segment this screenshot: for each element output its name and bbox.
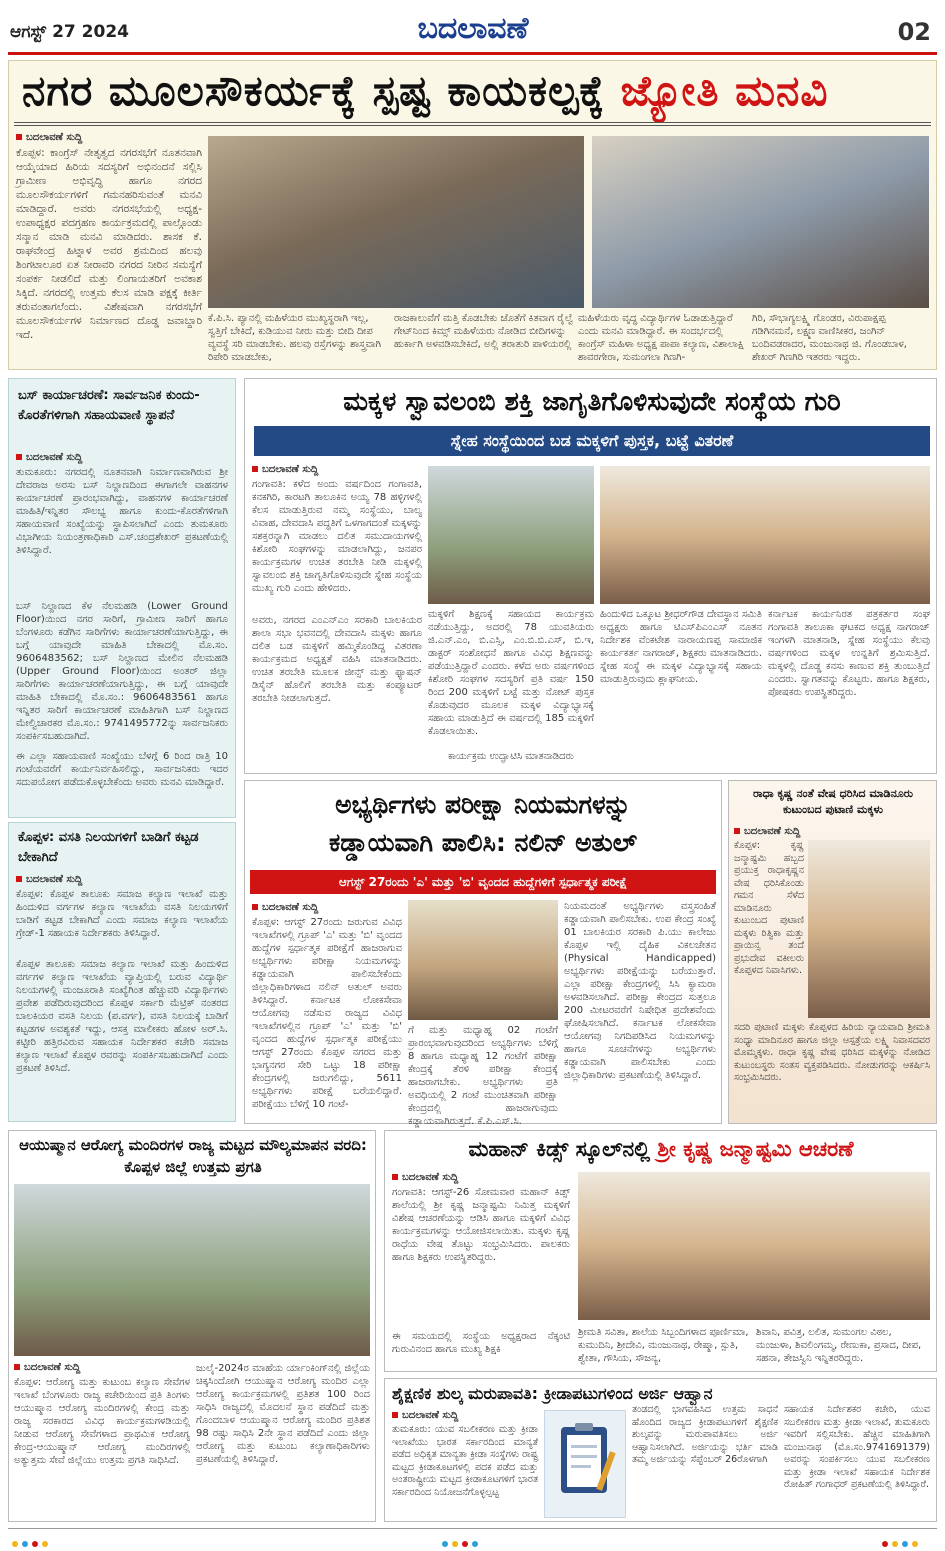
kids-headline-accent: ಶ್ರೀ ಕೃಷ್ಣ ಜನ್ಮಾಷ್ಟಮಿ ಆಚರಣೆ: [657, 1137, 854, 1161]
lead-headline-accent: ಜ್ಯೋತಿ ಮನವಿ: [620, 66, 829, 115]
ayush-byline: ಬದಲಾವಣೆ ಸುದ್ದಿ: [14, 1362, 80, 1373]
kids-caption-1: ಶ್ರೀಮತಿ ಸವಿತಾ, ಶಾಲೆಯ ಸಿಬ್ಬಂದಿಗಳಾದ ಪೂರ್ಣಿಮಾ, ಕುಮುದಿನಿ, ಶ್ರೀದೇವಿ, ಮಂಜುನಾಥ, ರೇಷ್ಮಾ, ಸ್ಪುತಿ, ಶ್ವೇತಾ, ಗೌಸಿಯ, ಸೌಜನ್ಯ,: [578, 1327, 749, 1364]
sneha-body-col1: ಗಂಗಾವತಿ: ಕಳೆದ ಅಂದು ವರ್ಷದಿಂದ ಗಂಗಾವತಿ, ಕನಕಗಿರಿ, ಕಾರಟಗಿ ತಾಲೂಕಿನ ಅಯ್ಯ 78 ಹಳ್ಳಿಗಳಲ್ಲಿ ಕೆಲಸ ಮಾಡುತ್ತಿರುವ ನಮ್ಮ ಸಂಸ್ಥೆಯು, ಬಾಲ್ಯ ವಿವಾಹ, ದೇವದಾಸಿ ಪದ್ಧತಿಗೆ ಒಳಗಾಗದಂತೆ ಮಕ್ಕಳನ್ನು ಸಶಕ್ತರನ್ನಾಗಿ ಮಾಡಲು ದಲಿತ ಸಮುದಾಯಗಳಲ್ಲಿ ಕಿಶೋರಿ ಸಂಘಗಳನ್ನು ಮಾಡಲಾಗಿದ್ದು, ಜನಪರ ಕಾರ್ಯಕ್ರಮಗಳ ಉಚಿತ ತರಬೇತಿ ನೀಡಿ ಮಕ್ಕಳಲ್ಲಿ ಸ್ವಾವಲಂಬಿ ಶಕ್ತಿ ಜಾಗೃತಿಗೊಳಿಸುವುದೇ ಸ್ನೇಹ ಸಂಸ್ಥೆಯ ಮುಖ್ಯ ಗುರಿ ಎಂದು ಹೇಳಿದರು.: [252, 479, 422, 594]
sneha-byline: ಬದಲಾವಣೆ ಸುದ್ದಿ: [252, 464, 318, 475]
masthead-logo: ಬದಲಾವಣೆ: [417, 11, 529, 46]
kids-headline-main: ಮಹಾನ್ ಕಿಡ್ಸ್ ಸ್ಕೂಲ್‌ನಲ್ಲಿ: [468, 1137, 651, 1161]
exam-byline: ಬದಲಾವಣೆ ಸುದ್ದಿ: [252, 902, 318, 913]
ayush-body-col2: ಜುಲೈ-2024ರ ಮಾಹೆಯ ರ್ಯಾಂಕಿಂಗ್‌ನಲ್ಲಿ ಜಿಲ್ಲೆಯ ಚಿಕ್ಕಸಿಂದೋಗಿ ಆಯುಷ್ಮಾನ ಆರೋಗ್ಯ ಮಂದಿರ ಎಲ್ಲಾ ಆರೋಗ್ಯ ಕಾರ್ಯಕ್ರಮಗಳಲ್ಲಿ ಪ್ರತಿಶತ 100 ರಿಂದ ಸಾಧಿಸಿ ರಾಜ್ಯದಲ್ಲಿ ಮೊದಲನೆ ಸ್ಥಾನ ಪಡೆದಿದೆ ಮತ್ತು ಗೊಂದಬಾಳ ಆಯುಷ್ಮಾನ ಆರೋಗ್ಯ ಮಂದಿರ ಪ್ರತಿಶತ 98 ರಷ್ಟು ಸಾಧಿಸಿ 2ನೇ ಸ್ಥಾನ ಪಡೆದಿದೆ ಎಂದು ಜಿಲ್ಲಾ ಆರೋಗ್ಯ ಮತ್ತು ಕುಟುಂಬ ಕಲ್ಯಾಣಾಧಿಕಾರಿಗಳು ಪ್ರಕಟಣೆಯಲ್ಲಿ ತಿಳಿಸಿದ್ದಾರೆ.: [196, 1363, 370, 1465]
footer-rule: [8, 1528, 937, 1529]
lead-headline-main: ನಗರ ಮೂಲಸೌಕರ್ಯಕ್ಕೆ ಸ್ಪಷ್ಟ ಕಾಯಕಲ್ಪಕ್ಕೆ: [22, 66, 605, 115]
lead-caption-1: ಕೆ.ಪಿ.ಸಿ. ಪ್ಯಾನಲ್ಲಿ ಮಹಿಳೆಯರ ಮುಖ್ಯಸ್ಥರಾಗಿ ಇಲ್ಲ, ಸ್ವತ್ತಿಗೆ ಬೇಕಿದೆ, ಕುಡಿಯುವ ನೀರು ಮತ್ತು ಬೀದಿ ದೀಪ ವ್ಯವಸ್ಥೆ ಸರಿ ಮಾಡಬೇಕು. ಹಲವು ರಸ್ತೆಗಳನ್ನು ಶಾಸ್ತ್ರವಾಗಿ ರಿಪೇರಿ ಮಾಡಬೇಕು,: [208, 313, 382, 363]
bus-body-1: ತುಮಕೂರು: ನಗರದಲ್ಲಿ ನೂತನವಾಗಿ ನಿರ್ಮಾಣವಾಗಿರುವ ಶ್ರೀ ದೇವರಾಜ ಅರಸು ಬಸ್ ನಿಲ್ದಾಣದಿಂದ ಈಗಾಗಲೇ ವಾಹನಗಳ ಕಾರ್ಯಾಚರಣೆ ಪ್ರಾರಂಭವಾಗಿದ್ದು, ವಾಹನಗಳ ಕಾರ್ಯಾಚರಣೆ ಮಾಹಿತಿ/ಇನ್ನಿತರ ಸೌಲಭ್ಯ ಹಾಗೂ ಕುಂದು-ಕೊರತೆಗಳಿಗಾಗಿ ಸಹಾಯವಾಣಿ ಸಂಖ್ಯೆಯನ್ನು ಸ್ಥಾಪಿಸಲಾಗಿದೆ ಎಂದು ತುಮಕೂರು ವಿಭಾಗೀಯ ನಿಯಂತ್ರಣಾಧಿಕಾರಿ ಎಸ್.ಚಂದ್ರಶೇಖರ್ ಪ್ರಕಟಣೆಯಲ್ಲಿ ತಿಳಿಸಿದ್ದಾರೆ.: [16, 467, 228, 556]
krishna-headline: ರಾಧಾ ಕೃಷ್ಣ ನಂತೆ ವೇಷ ಧರಿಸಿದ ಮಾಡಿನೂರು ಕುಟುಂಬದ ಪುಟಾಣಿ ಮಕ್ಕಳು: [752, 787, 914, 816]
hostel-headline: ಕೊಪ್ಪಳ: ವಸತಿ ನಿಲಯಗಳಿಗೆ ಬಾಡಿಗೆ ಕಟ್ಟಡ ಬೇಕಾಗಿದೆ: [18, 830, 199, 865]
hostel-body-2: ಕೊಪ್ಪಳ ತಾಲೂಕು ಸಮಾಜ ಕಲ್ಯಾಣ ಇಲಾಖೆ ಮತ್ತು ಹಿಂದುಳಿದ ವರ್ಗಗಳ ಕಲ್ಯಾಣ ಇಲಾಖೆಯ ವ್ಯಾಪ್ತಿಯಲ್ಲಿ ಬರುವ ವಿದ್ಯಾರ್ಥಿ ನಿಲಯಗಳಲ್ಲಿ ಮಂಜೂರಾತಿ ಸಂಖ್ಯೆಗಿಂತ ಹೆಚ್ಚುವರಿ ವಿದ್ಯಾರ್ಥಿಗಳು ಪ್ರವೇಶ ಪಡೆದಿರುವುದರಿಂದ ಕೊಪ್ಪಳ ಸರ್ಕಾರಿ ಮೆಟ್ರಿಕ್ ನಂತರದ ಬಾಲಕಿಯರ ವಸತಿ ನಿಲಯ (ಪ.ವರ್ಗ), ವಸತಿ ನಿಲಯಕ್ಕೆ ಬಾಡಿಗೆ ಕಟ್ಟಡಗಳ ಅವಶ್ಯಕತೆ ಇದ್ದು, ಆಸಕ್ತ ಮಾಲೀಕರು ಹೋಳ ಅರ್.ಸಿ. ಕಟ್ಟೀರಿ ಹತ್ತಿರವಿರುವ ಸಹಾಯಕ ನಿರ್ದೇಶಕರ ಕಚೇರಿ ಸಮಾಜ ಕಲ್ಯಾಣ ಇಲಾಖೆ ಕೊಪ್ಪಳ ರವರನ್ನು ಸಂಪರ್ಕಿಸಬಹುದಾಗಿದೆ ಎಂದು ಪ್ರಕಟಣೆ ತಿಳಿಸಿದೆ.: [16, 959, 228, 1074]
hostel-body-1: ಕೊಪ್ಪಳ: ಕೊಪ್ಪಳ ತಾಲೂಕು ಸಮಾಜ ಕಲ್ಯಾಣ ಇಲಾಖೆ ಮತ್ತು ಹಿಂದುಳಿದ ವರ್ಗಗಳ ಕಲ್ಯಾಣ ಇಲಾಖೆಯ ವಸತಿ ನಿಲಯಗಳಿಗೆ ಬಾಡಿಗೆ ಕಟ್ಟಡ ಬೇಕಾಗಿದೆ ಎಂದು ಸಮಾಜ ಕಲ್ಯಾಣ ಇಲಾಖೆಯ ಗ್ರೇಡ್-1 ಸಹಾಯಕ ನಿರ್ದೇಶಕರು ತಿಳಿಸಿದ್ದಾರೆ.: [16, 889, 228, 939]
lead-headline: [22, 62, 922, 120]
sports-headline: ಶೈಕ್ಷಣಿಕ ಶುಲ್ಕ ಮರುಪಾವತಿ: ಕ್ರೀಡಾಪಟುಗಳಿಂದ ಅರ್ಜಿ ಆಹ್ವಾನ: [392, 1384, 713, 1403]
krishna-body-1: ಕೊಪ್ಪಳ: ಕೃಷ್ಣ ಜನ್ಮಾಷ್ಟಮಿ ಹಬ್ಬದ ಪ್ರಯುಕ್ತ ರಾಧಾಕೃಷ್ಣನ ವೇಷ ಧರಿಸಿಕೊಂಡು ಗಮನ ಸೆಳೆದ ಮಾಡಿನೂರು ಕುಟುಂಬದ ಪುಟಾಣಿ ಮಕ್ಕಳು ರಿತ್ವಿಕಾ ಮತ್ತು ಪ್ರಾಯಿನ್ಸ ತಂದೆ ಪ್ರಭುದೇವ ವಕೀಲರು ಕೊಪ್ಪಳದ ನಿವಾಸಿಗಳು.: [734, 840, 804, 976]
exam-photo-dc: [408, 900, 558, 1020]
sports-body-col2: ತಂಡದಲ್ಲಿ ಭಾಗವಹಿಸಿದ ಉತ್ತಮ ಸಾಧನೆ ಹೊಂದಿದ ರಾಜ್ಯದ ಕ್ರೀಡಾಪಟುಗಳಿಗೆ ಶೈಕ್ಷಣಿಕ ಶುಲ್ಕವನ್ನು ಮರುಪಾವತಿಸಲು ಅರ್ಜಿ ಆಹ್ವಾನಿಸಲಾಗಿದೆ. ಅರ್ಜಿಯನ್ನು ಭರ್ತಿ ಮಾಡಿ ತಮ್ಮ ಅರ್ಜಿಯನ್ನು ಸೆಪ್ಟೆಂಬರ್ 26ರೊಳಗಾಗಿ: [632, 1404, 778, 1465]
sneha-body-col4: ಕರ್ನಾಟಕ ಕಾರ್ಯನಿರತ ಪತ್ರಕರ್ತರ ಸಂಘ ಗಂಗಾವತಿ ತಾಲೂಕಾ ಘಟಕದ ಅಧ್ಯಕ್ಷ ನಾಗರಾಜ್ ಇಂಗಳಗಿ ಮಾತನಾಡಿ, ಸ್ನೇಹ ಸಂಸ್ಥೆಯು ಕೆಲವು ವರ್ಷಗಳಿಂದ ಮಕ್ಕಳ ಉನ್ನತಿಗೆ ಶ್ರಮಿಸುತ್ತಿದೆ. ಮಕ್ಕಳಲ್ಲಿ ದೊಡ್ಡ ಕನಸು ಕಾಣುವ ಶಕ್ತಿ ತುಂಬುತ್ತಿದೆ ಎಂದರು. ಸ್ವಾಗತವನ್ನು ಕೊಟ್ಟರು. ಹಾಗೂ ಶಿಕ್ಷಕರು, ಪೋಷಕರು ಉಪಸ್ಥಿತರಿದ್ದರು.: [768, 609, 930, 698]
exam-body-col1: ಕೊಪ್ಪಳ: ಆಗಸ್ಟ್ 27ರಂದು ಜರುಗುವ ವಿವಿಧ ಇಲಾಖೆಗಳಲ್ಲಿ ಗ್ರೂಪ್ 'ಎ' ಮತ್ತು 'ಬಿ' ವೃಂದದ ಹುದ್ದೆಗಳ ಸ್ಪರ್ಧಾತ್ಮಕ ಪರೀಕ್ಷೆಗೆ ಹಾಜರಾಗುವ ಅಭ್ಯರ್ಥಿಗಳು ಪರೀಕ್ಷಾ ನಿಯಮಗಳನ್ನು ಕಡ್ಡಾಯವಾಗಿ ಪಾಲಿಸಬೇಕೆಂದು ಜಿಲ್ಲಾಧಿಕಾರಿಗಳಾದ ನಲಿನ್ ಅತುಲ್ ಅವರು ತಿಳಿಸಿದ್ದಾರೆ. ಕರ್ನಾಟಕ ಲೋಕಸೇವಾ ಆಯೋಗವು ನಡೆಸುವ ರಾಜ್ಯದ ವಿವಿಧ ಇಲಾಖೆಗಳಲ್ಲಿನ ಗ್ರೂಪ್ 'ಎ' ಮತ್ತು 'ಬಿ' ವೃಂದದ ಹುದ್ದೆಗಳ ಸ್ಪರ್ಧಾತ್ಮಕ ಪರೀಕ್ಷೆಯು ಆಗಸ್ಟ್ 27ರಂದು ಕೊಪ್ಪಳ ನಗರದ ಮತ್ತು ಭಾಗ್ಯನಗರ ಸೇರಿ ಒಟ್ಟು 18 ಪರೀಕ್ಷಾ ಕೇಂದ್ರಗಳಲ್ಲಿ ಜರುಗಲಿದ್ದು, 5611 ಅಭ್ಯರ್ಥಿಗಳು ಪರೀಕ್ಷೆ ಬರೆಯಲಿದ್ದಾರೆ. ಪರೀಕ್ಷೆಯು ಬೆಳಿಗ್ಗೆ 10 ಗಂಟೆ-: [252, 917, 402, 1110]
exam-body-col2: ಗೆ ಮತ್ತು ಮಧ್ಯಾಹ್ನ 02 ಗಂಟೆಗೆ ಪ್ರಾರಂಭವಾಗುವುದರಿಂದ ಅಭ್ಯರ್ಥಿಗಳು ಬೆಳಿಗ್ಗೆ 8 ಹಾಗೂ ಮಧ್ಯಾಹ್ನ 12 ಗಂಟೆಗೆ ಪರೀಕ್ಷಾ ಕೇಂದ್ರಕ್ಕೆ ತೆರಳಿ ಪರೀಕ್ಷಾ ಕೇಂದ್ರಕ್ಕೆ ಹಾಜರಾಗಬೇಕು. ಅಭ್ಯರ್ಥಿಗಳು ಪ್ರತಿ ಅವಧಿಯಲ್ಲಿ 2 ಗಂಟೆ ಮುಂಚಿತವಾಗಿ ಪರೀಕ್ಷಾ ಕೇಂದ್ರದಲ್ಲಿ ಹಾಜರಾಗುವುದು ಕಡ್ಡಾಯವಾಗಿರುತ್ತದೆ. ಕೆ.ಪಿ.ಎಸ್.ಸಿ.: [408, 1025, 558, 1127]
header-rule: [8, 52, 937, 55]
ayush-photo: [14, 1184, 370, 1356]
exam-headline-2: ಕಡ್ಡಾಯವಾಗಿ ಪಾಲಿಸಿ: ನಲಿನ್ ಅತುಲ್: [328, 828, 638, 857]
issue-date: ಆಗಸ್ಟ್ 27 2024: [10, 22, 129, 42]
sneha-photo-2: [600, 466, 930, 604]
sneha-body-col2: ಮಕ್ಕಳಿಗೆ ಶಿಕ್ಷಣಕ್ಕೆ ಸಹಾಯದ ಕಾರ್ಯಕ್ರಮ ನಡೆಯುತ್ತಿದ್ದು, ಅದರಲ್ಲಿ 78 ಯುವತಿಯರು ಜಿ.ಎನ್.ಎಂ, ಬಿ.ಎಸ್ಸಿ, ಎಂ.ಬಿ.ಬಿ.ಎಸ್, ಬಿ.ಇ, ಡಾಕ್ಟರ್ ಸಂಶೋಧನೆ ಹಾಗೂ ವಿವಿಧ ಶಿಕ್ಷಣವನ್ನು ಪಡೆಯುತ್ತಿದ್ದಾರೆ ಎಂದರು. ಕಳೆದ ಅರು ವರ್ಷಗಳಿಂದ ಕಿಶೋರಿ ಸಂಘಗಳ ಸದಸ್ಯರಿಗೆ ಪ್ರತಿ ವರ್ಷ 150 ರಿಂದ 200 ಮಕ್ಕಳಿಗೆ ಬಟ್ಟೆ ಮತ್ತು ನೋಟ್ ಪುಸ್ತಕ ಕೊಡುವುದರ ಮೂಲಕ ಮಕ್ಕಳ ವಿದ್ಯಾಭ್ಯಾಸಕ್ಕೆ ಸಹಾಯ ಮಾಡುತ್ತಿದೆ ಈ ವರ್ಷದಲ್ಲಿ 185 ಮಕ್ಕಳಿಗೆ ಕೊಡಲಾಯಿತು.: [428, 609, 594, 737]
bus-body-3: ಈ ಎಲ್ಲಾ ಸಹಾಯವಾಣಿ ಸಂಖ್ಯೆಯು ಬೆಳಗ್ಗೆ 6 ರಿಂದ ರಾತ್ರಿ 10 ಗಂಟೆಯವರೆಗೆ ಕಾರ್ಯನಿರ್ವಹಿಸಲಿದ್ದು, ಸಾರ್ವಜನಿಕರು ಇದರ ಸದುಪಯೋಗ ಪಡೆದುಕೊಳ್ಳಬೇಕೆಂದು ಅವರು ಮನವಿ ಮಾಡಿದ್ದಾರೆ.: [16, 751, 228, 788]
exam-subhead-bar: ಆಗಸ್ಟ್ 27ರಂದು 'ಎ' ಮತ್ತು 'ಬಿ' ವೃಂದದ ಹುದ್ದೆಗಳಿಗೆ ಸ್ಪರ್ಧಾತ್ಮಕ ಪರೀಕ್ಷೆ: [250, 870, 716, 894]
sports-byline: ಬದಲಾವಣೆ ಸುದ್ದಿ: [392, 1410, 458, 1421]
sneha-photo-caption: ಕಾರ್ಯಕ್ರಮ ಉದ್ಘಾಟಿಸಿ ಮಾತನಾಡಿದರು: [448, 751, 574, 762]
kids-photo: [578, 1172, 930, 1320]
lead-photo-2: [592, 136, 929, 308]
sports-body-col3: ಸಹಾಯಕ ನಿರ್ದೇಶಕರ ಕಚೇರಿ, ಯುವ ಸಬಲೀಕರಣ ಮತ್ತು ಕ್ರೀಡಾ ಇಲಾಖೆ, ತುಮಕೂರು ಇವರಿಗೆ ಸಲ್ಲಿಸಬೇಕು. ಹೆಚ್ಚಿನ ಮಾಹಿತಿಗಾಗಿ ಮಂಜುನಾಥ (ಮೊ.ಸಂ.9741691379) ಅವರನ್ನು ಸಂಪರ್ಕಿಸಲು ಯುವ ಸಬಲೀಕರಣ ಮತ್ತು ಕ್ರೀಡಾ ಇಲಾಖೆ ಸಹಾಯಕ ನಿರ್ದೇಶಕ ರೋಹಿತ್ ಗಂಗಾಧರ್ ಪ್ರಕಟಣೆಯಲ್ಲಿ ತಿಳಿಸಿದ್ದಾರೆ.: [784, 1404, 930, 1490]
krishna-byline: ಬದಲಾವಣೆ ಸುದ್ದಿ: [734, 826, 800, 837]
lead-photo-1: [208, 136, 584, 308]
kids-caption-2: ಶಿವಾನಿ, ಪವಿತ್ರ, ಲಲಿತ, ಸುಮಂಗಲ ವಿಠಲ, ಮಂಜುಳಾ, ಶಿವಲಿಂಗಮ್ಮ, ರೇಣುಕಾ, ಪ್ರಸಾದ, ದೀಪ, ಸಹನಾ, ತೇಜಸ್ವಿನಿ ಇನ್ನಿತರರಿದ್ದರು.: [756, 1327, 922, 1364]
lead-caption-2: ರಾಜಕಾಲುವೆಗೆ ಮತ್ತಿ ಕೊಡಬೇಕು ಜೊತೆಗೆ ಕಿತವಾಗ ರೈಲ್ವೆ ಗೇಟ್‌ನಿಂದ ಕಿಮ್ಸ್ ಮಹಿಳೆಯರು ನೋಡಿದ ಬೀದಿಗಳನ್ನು ಹುರ್ಕಾಗಿ ಅಳವಡಿಸಬೇಕಿದೆ, ಅಲ್ಲಿ ತರಾತುರಿ ಪಾಳಿಯರಲ್ಲಿ: [394, 313, 574, 350]
ayush-body-col1: ಕೊಪ್ಪಳ: ಆರೋಗ್ಯ ಮತ್ತು ಕುಟುಂಬ ಕಲ್ಯಾಣ ಸೇವೆಗಳ ಇಲಾಖೆ ಬೆಂಗಳೂರು ರಾಜ್ಯ ಕಚೇರಿಯಿಂದ ಪ್ರತಿ ತಿಂಗಳು ಆಯುಷ್ಮಾನ ಆರೋಗ್ಯ ಮಂದಿರಗಳಲ್ಲಿ ಕೇಂದ್ರ ಮತ್ತು ರಾಜ್ಯ ಸರಕಾರದ ವಿವಿಧ ಕಾರ್ಯಕ್ರಮಗಳಡಿಯಲ್ಲಿ ನೀಡುವ ಆರೋಗ್ಯ ಸೇವೆಗಳಾದ ಪ್ರಾಥಮಿಕ ಆರೋಗ್ಯ ಕೇಂದ್ರ-ಆಯುಷ್ಮಾನ್ ಆರೋಗ್ಯ ಮಂದಿರಗಳಲ್ಲಿ ಅತ್ಯುತ್ತಮ ಸೇವೆ ಜಿಲ್ಲೆಯು ಉತ್ತಮ ಪ್ರಗತಿ ಸಾಧಿಸಿದೆ.: [14, 1377, 190, 1466]
ayush-headline: ಆಯುಷ್ಮಾನ ಆರೋಗ್ಯ ಮಂದಿರಗಳ ರಾಜ್ಯ ಮಟ್ಟದ ಮೌಲ್ಯಮಾಪನ ವರದಿ: ಕೊಪ್ಪಳ ಜಿಲ್ಲೆ ಉತ್ತಮ ಪ್ರಗತಿ: [19, 1136, 367, 1176]
exam-headline-1: ಅಭ್ಯರ್ಥಿಗಳು ಪರೀಕ್ಷಾ ನಿಯಮಗಳನ್ನು: [335, 790, 631, 819]
lead-caption-4: ಗಿರಿ, ಸೌಭಾಗ್ಯಲಕ್ಷ್ಮಿ ಗೊಂಡರ, ವಿರುಪಾಕ್ಷಪ್ಪ ಗಡಿಗಿನಮನೆ, ಲಕ್ಷ್ಮಣ ವಾಣಿಸೀಕರ, ಜಂಗಿನ್ ಬಂದಿವಡರಾದರ, ಮಂಜುನಾಥ ಜಿ. ಗೊಂಡಬಾಳ, ಶೇಖರ್ ಗಿಣಗಿರಿ ಇತರರು ಇದ್ದರು.: [752, 313, 907, 363]
sneha-photo-1: [428, 466, 594, 604]
bus-headline: ಬಸ್ ಕಾರ್ಯಾಚರಣೆ: ಸಾರ್ವಜನಿಕ ಕುಂದು-ಕೊರತೆಗಳಿಗಾಗಿ ಸಹಾಯವಾಣಿ ಸ್ಥಾಪನೆ: [18, 388, 200, 423]
bus-body-2: ಬಸ್ ನಿಲ್ದಾಣದ ಕೆಳ ನೆಲಮಹಡಿ (Lower Ground Floor)ಯಿಂದ ನಗರ ಸಾರಿಗೆ, ಗ್ರಾಮೀಣ ಸಾರಿಗೆ ಹಾಗೂ ಬೆಂಗಳೂರು ಕಡೆಗಿನ ಸಾರಿಗೆಗಳು ಕಾರ್ಯಾಚರಣೆಯಾಗುತ್ತಿದ್ದು, ಈ ಬಗ್ಗೆ ಯಾವುದೇ ಮಾಹಿತಿ ಬೇಕಾದಲ್ಲಿ ಮೊ.ಸಂ. 9606483562; ಬಸ್ ನಿಲ್ದಾಣದ ಮೇಲಿನ ನೆಲಮಹಡಿ (Upper Ground Floor)ಯಿಂದ ಅಂತರ್ ಜಿಲ್ಲಾ ಸಾರಿಗೆಗಳು ಕಾರ್ಯಾಚರಣೆಯಾಗುತ್ತಿದ್ದು, ಈ ಬಗ್ಗೆ ಯಾವುದೇ ಮಾಹಿತಿ ಬೇಕಾದಲ್ಲಿ ಮೊ.ಸಂ.: 9606483561 ಹಾಗೂ ಇನ್ನಿತರ ಸಾರಿಗೆ ಕಾರ್ಯಾಚರಣೆ ಮಾಹಿತಿಗಾಗಿ ಬಸ್ ನಿಲ್ದಾಣದ ಮೇಲ್ವಿಚಾರಕರ ಮೊ.ಸಂ.: 9741495772ನ್ನು ಸಾರ್ವಜನಿಕರು ಸಂಪರ್ಕಿಸಬಹುದಾಗಿದೆ.: [16, 601, 228, 742]
sports-body-col1: ತುಮಕೂರು: ಯುವ ಸಬಲೀಕರಣ ಮತ್ತು ಕ್ರೀಡಾ ಇಲಾಖೆಯು ಭಾರತ ಸರ್ಕಾರದಿಂದ ಮಾನ್ಯತೆ ಪಡೆದ ಅಧಿಕೃತ ಮಾನ್ಯತಾ ಕ್ರೀಡಾ ಸಂಸ್ಥೆಗಳು ರಾಷ್ಟ್ರ ಮಟ್ಟದ ಕ್ರೀಡಾಕೂಟಗಳಲ್ಲಿ ಪದಕ ಪಡೆದ ಮತ್ತು ಅಂತರಾಷ್ಟ್ರೀಯ ಮಟ್ಟದ ಕ್ರೀಡಾಕೂಟಗಳಿಗೆ ಭಾರತ ಸರ್ಕಾರದಿಂದ ನಿಯೋಜನೆಗೊಳ್ಳಲ್ಪಟ್ಟ: [392, 1424, 538, 1498]
hostel-byline: ಬದಲಾವಣೆ ಸುದ್ದಿ: [16, 874, 82, 885]
exam-body-col3: ನಿಯಮದಂತೆ ಅಭ್ಯರ್ಥಿಗಳು ವಸ್ತ್ರಸಂಹಿತೆ ಕಡ್ಡಾಯವಾಗಿ ಪಾಲಿಸಬೇಕು. ಉಪ ಕೇಂದ್ರ ಸಂಖ್ಯೆ 01 ಬಾಲಕಿಯರ ಸರಕಾರಿ ಪಿ.ಯು ಕಾಲೇಜು ಕೊಪ್ಪಳ ಇಲ್ಲಿ ದೈಹಿಕ ವಿಕಲಚೇತನ (Physical Handicapped) ಅಭ್ಯರ್ಥಿಗಳು ಪರೀಕ್ಷೆಯನ್ನು ಬರೆಯುತ್ತಾರೆ. ಎಲ್ಲಾ ಪರೀಕ್ಷಾ ಕೇಂದ್ರಗಳಲ್ಲಿ ಸಿಸಿ ಕ್ಯಾಮರಾ ಅಳವಡಿಸಲಾಗಿದೆ. ಪರೀಕ್ಷಾ ಕೇಂದ್ರದ ಸುತ್ತಲೂ 200 ಮೀಟರವರೆಗೆ ನಿಷೇಧಿತ ಪ್ರದೇಶವೆಂದು ಘೋಷಿಸಲಾಗಿದೆ. ಕರ್ನಾಟಕ ಲೋಕಸೇವಾ ಆಯೋಗವು ನಿಗದಿಪಡಿಸಿದ ನಿಯಮಗಳನ್ನು ಹಾಗೂ ಸೂಚನೆಗಳನ್ನು ಅಭ್ಯರ್ಥಿಗಳು ಕಡ್ಡಾಯವಾಗಿ ಪಾಲಿಸಬೇಕು ಎಂದು ಜಿಲ್ಲಾಧಿಕಾರಿಗಳು ಪ್ರಕಟಣೆಯಲ್ಲಿ ತಿಳಿಸಿದ್ದಾರೆ.: [564, 901, 716, 1081]
lead-body: ಕೊಪ್ಪಳ: ಕಾಂಗ್ರೆಸ್ ನೇತೃತ್ವದ ನಗರಸಭೆಗೆ ನೂತನವಾಗಿ ಆಯ್ಕೆಯಾದ ಹಿರಿಯ ಸದಸ್ಯರಿಗೆ ಅಭಿನಂದನೆ ಸಲ್ಲಿಸಿ ಗ್ರಾಮೀಣ ಅಭಿವೃದ್ಧಿ ಹಾಗೂ ನಗರದ ಮೂಲಸೌಕರ್ಯಗಳಿಗೆ ಗಮನಹರಿಸುವಂತೆ ಮನವಿ ಮಾಡಿದ್ದಾರೆ. ಅವರು ನಗರಸಭೆಯಲ್ಲಿ ಅಧ್ಯಕ್ಷ-ಉಪಾಧ್ಯಕ್ಷರ ಪದಗ್ರಹಣ ಕಾರ್ಯಕ್ರಮದಲ್ಲಿ ಪಾಲ್ಗೊಂಡು ಸನ್ಮಾನ ಮಾಡಿ ಮನವಿ ಮಾಡಿದರು. ಶಾಸಕ ಕೆ. ರಾಘವೇಂದ್ರ ಹಿಟ್ನಾಳ ಅವರ ಶ್ರಮದಿಂದ ಹಲವು ಶಿಂಗಟಾಲೂರ ಏತ ನೀರಾವರಿ ನಗರದ ನೀರಿನ ಸಮಸ್ಯೆಗೆ ಸಂಪರ್ಕ ನೀಡಲಿದೆ ಮತ್ತು ಲಿಂಗಾಯತರಿಗೆ ಅವಕಾಶ ಸಿಕ್ಕಿದೆ. ನಗರದಲ್ಲಿ ಉತ್ತಮ ಕೆಲಸ ಮಾಡಿ ಪಕ್ಷಕ್ಕೆ ಕೀರ್ತಿ ತರುವಂತಾಗಲೆಂದು. ವಿಶೇಷವಾಗಿ ನಗರಸಭೆಗೆ ಮೂಲಸೌಕರ್ಯಗಳ ನಿರ್ಮಾಣದ ದೊಡ್ಡ ಜವಾಬ್ದಾರಿ ಇದೆ.: [16, 147, 202, 341]
page-number: 02: [897, 18, 931, 46]
sneha-headline: ಮಕ್ಕಳ ಸ್ವಾವಲಂಬಿ ಶಕ್ತಿ ಜಾಗೃತಿಗೊಳಿಸುವುದೇ ಸಂಸ್ಥೆಯ ಗುರಿ: [343, 387, 841, 417]
kids-body-2: ಈ ಸಮಯದಲ್ಲಿ ಸಂಸ್ಥೆಯ ಅಧ್ಯಕ್ಷರಾದ ನೆಕ್ಕಂಟಿ ಗುರುವಿನಂದ ಹಾಗೂ ಮುಖ್ಯ ಶಿಕ್ಷಕಿ: [392, 1331, 570, 1355]
krishna-photo: [808, 840, 930, 1018]
krishna-body-2: ಸದರಿ ಪುಟಾಣಿ ಮಕ್ಕಳು ಕೊಪ್ಪಳದ ಹಿರಿಯ ನ್ಯಾಯವಾದಿ ಶ್ರೀಮತಿ ಸಂಧ್ಯಾ ಮಾದಿನೂರ ಹಾಗೂ ಜಿಲ್ಲಾ ಆಸ್ಪತ್ರೆಯ ಲಕ್ಷ್ಮಿ ನಿವಾಸದವರ ಮೊಮ್ಮಕ್ಕಳು. ರಾಧಾ ಕೃಷ್ಣ ವೇಷ ಧರಿಸಿದ ಮಕ್ಕಳನ್ನು ನೋಡಿದ ಕುಟುಂಬಸ್ಥರು ಸಂತಸ ವ್ಯಕ್ತಪಡಿಸಿದರು. ನೋಡುಗರನ್ನು ಆಕರ್ಷಿಸಿ ಸಂಭ್ರಮಿಸಿದರು.: [734, 1022, 930, 1083]
lead-rule: [14, 122, 931, 126]
kids-headline: [390, 1132, 932, 1166]
bus-byline: ಬದಲಾವಣೆ ಸುದ್ದಿ: [16, 452, 82, 463]
lead-caption-3: ಮಹಿಳೆಯರು ವೃದ್ಧ ವಿದ್ಯಾರ್ಥಿಗಳ ಓಡಾಡುತ್ತಿದ್ದಾರೆ ಎಂದು ಮನವಿ ಮಾಡಿದ್ದಾರೆ. ಈ ಸಂದರ್ಭದಲ್ಲಿ ಕಾಂಗ್ರೆಸ್ ಮಹಿಳಾ ಅಧ್ಯಕ್ಷ ಪಾಪಾ ಕಲ್ಯಾಣ, ವಿಶಾಲಾಕ್ಷಿ ಶಾವರಗೇರಾ, ಸುಮಂಗಲಾ ಗಿಣಗಿ-: [578, 313, 745, 363]
lead-byline: ಬದಲಾವಣೆ ಸುದ್ದಿ: [16, 132, 82, 143]
sneha-banner: ಸ್ನೇಹ ಸಂಸ್ಥೆಯಿಂದ ಬಡ ಮಕ್ಕಳಿಗೆ ಪುಸ್ತಕ, ಬಟ್ಟೆ ವಿತರಣೆ: [254, 426, 930, 456]
footer-dots-left: [10, 1532, 50, 1551]
sneha-body-col1b: ಅವರು, ನಗರದ ಎಂಎನ್‌ಎಂ ಸರಕಾರಿ ಬಾಲಕಿಯರ ಶಾಲಾ ಸಭಾ ಭವನದಲ್ಲಿ ದೇವದಾಸಿ ಮಕ್ಕಳು ಹಾಗೂ ದಲಿತ ಬಡ ಮಕ್ಕಳಿಗೆ ಹಮ್ಮಿಕೊಂಡಿದ್ದ ವಿತರಣಾ ಕಾರ್ಯಕ್ರಮದ ಅಧ್ಯಕ್ಷತೆ ವಹಿಸಿ ಮಾತನಾಡಿದರು. ಉಚಿತ ತರಬೇತಿ ಮೂಲಕ ಜೀನ್ಸ್ ಮತ್ತು ಫ್ಯಾಷನ್ ಡಿಸೈನ್ ಹೊಲಿಗೆ ತರಬೇತಿ ಮತ್ತು ಕಂಪ್ಯೂಟರ್ ತರಬೇತಿ ನೀಡಲಾಗುತ್ತದೆ.: [252, 615, 422, 704]
sneha-body-col3: ಹಿಂದುಳಿದ ಒಕ್ಕೂಟ ಶ್ರೀಧರ್‌ಗೌಡ ದೇವಸ್ಥಾನ ಸಮಿತಿ ಅಧ್ಯಕ್ಷರು ಹಾಗೂ ಟಿಎಸ್‌ಪಿಎಂಎಸ್ ನೂತನ ನಿರ್ದೇಶಕ ವೆಂಕಟೇಶ ನಾರಾಯಣಪ್ಪ ಸಾಮಾಜಿಕ ಕಾರ್ಯಕರ್ತ ನಾಗರಾಜ್, ಶಿಕ್ಷಕರು ಮಾತನಾಡಿದರು. ಸ್ನೇಹ ಸಂಸ್ಥೆ ಈ ಮಕ್ಕಳ ವಿದ್ಯಾಭ್ಯಾಸಕ್ಕೆ ಸಹಾಯ ಮಾಡುತ್ತಿರುವುದು ಶ್ಲಾಘನೀಯ.: [600, 609, 762, 685]
kids-byline: ಬದಲಾವಣೆ ಸುದ್ದಿ: [392, 1172, 458, 1183]
sports-clipboard-illustration: [544, 1410, 626, 1518]
kids-body: ಗಂಗಾವತಿ: ಆಗಸ್ಟ್-26 ಸೋಮವಾರ ಮಹಾನ್ ಕಿಡ್ಸ್ ಶಾಲೆಯಲ್ಲಿ ಶ್ರೀ ಕೃಷ್ಣ ಜನ್ಮಾಷ್ಟಮಿ ನಿಮಿತ್ತ ಮಕ್ಕಳಿಗೆ ವಿಶೇಷ ಆಚರಣೆಯನ್ನು ಆಡಿಸಿ ಹಾಗೂ ಮಕ್ಕಳಿಗೆ ವಿವಿಧ ಕಾರ್ಯಕ್ರಮಗಳನ್ನು ಆಯೋಜಿಸಲಾಯಿತು. ಮಕ್ಕಳು ಕೃಷ್ಣ ರಾಧೆಯ ವೇಷ ತೊಟ್ಟು ಸಂಭ್ರಮಿಸಿದರು. ಪಾಲಕರು ಹಾಗೂ ಶಿಕ್ಷಕರು ಉಪಸ್ಥಿತರಿದ್ದರು.: [392, 1187, 570, 1263]
footer-dots-center: [440, 1532, 480, 1551]
footer-dots-right: [880, 1532, 920, 1551]
